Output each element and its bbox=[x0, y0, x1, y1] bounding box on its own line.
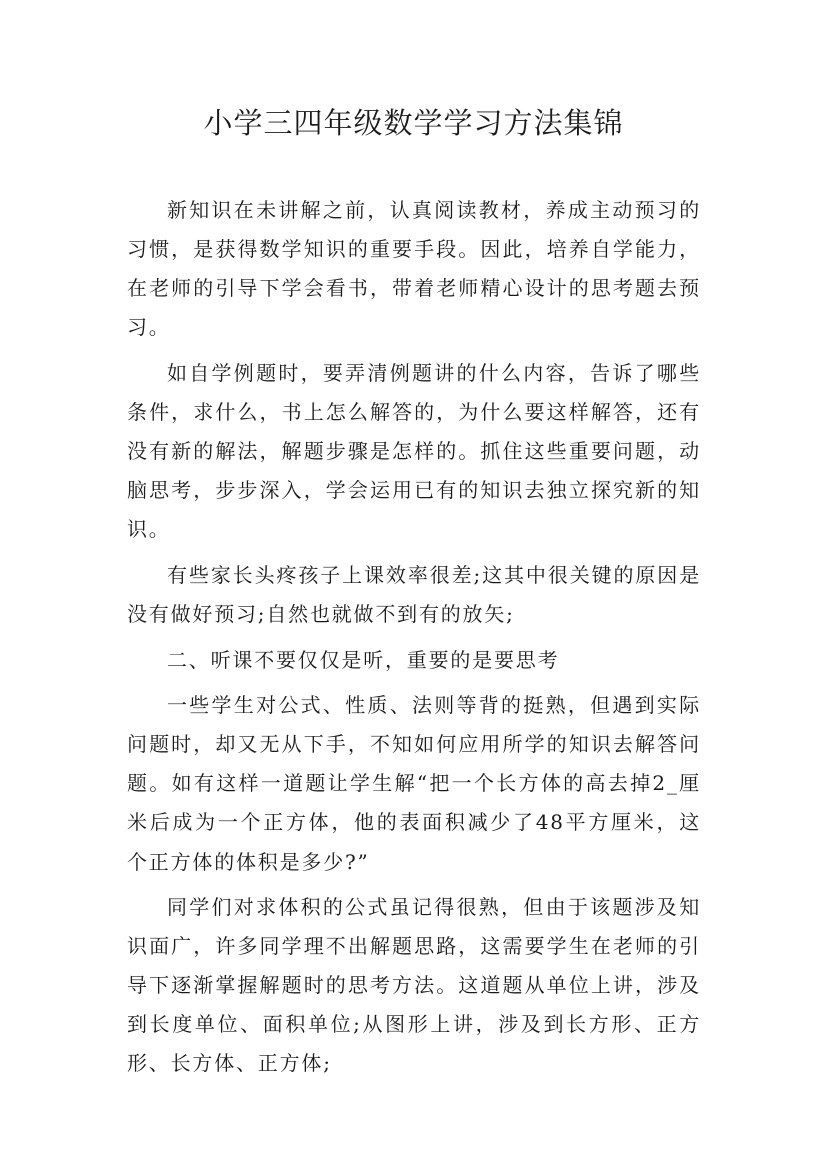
paragraph-preview: 新知识在未讲解之前，认真阅读教材，养成主动预习的习惯，是获得数学知识的重要手段。因此，培养自学能力，在老师的引导下学会看书，带着老师精心设计的思考题去预习。 bbox=[127, 198, 701, 340]
document-title: 小学三四年级数学学习方法集锦 bbox=[203, 106, 624, 140]
document-body bbox=[127, 191, 701, 1090]
paragraph-parents-efficiency: 有些家长头疼孩子上课效率很差;这其中很关键的原因是没有做好预习;自然也就做不到有的放矢; bbox=[127, 562, 701, 626]
paragraph-volume-thinking: 同学们对求体积的公式虽记得很熟，但由于该题涉及知识面广，许多同学理不出解题思路，这需要学生在老师的引导下逐渐掌握解题时的思考方法。这道题从单位上讲，涉及到长度单位、面积单位;从图形上讲，涉及到长方形、正方形、长方体、正方体; bbox=[127, 895, 701, 1076]
section-heading-listening: 二、听课不要仅仅是听，重要的是要思考 bbox=[167, 647, 560, 672]
paragraph-formula-application: 一些学生对公式、性质、法则等背的挺熟，但遇到实际问题时，却又无从下手，不知如何应用所学的知识去解答问题。如有这样一道题让学生解“把一个长方体的高去掉2_厘米后成为一个正方体，他的表面积减少了48平方厘米，这个正方体的体积是多少?” bbox=[127, 693, 701, 874]
paragraph-self-study-example: 如自学例题时，要弄清例题讲的什么内容，告诉了哪些条件，求什么，书上怎么解答的，为什么要这样解答，还有没有新的解法，解题步骤是怎样的。抓住这些重要问题，动脑思考，步步深入，学会运用已有的知识去独立探究新的知识。 bbox=[127, 360, 701, 542]
